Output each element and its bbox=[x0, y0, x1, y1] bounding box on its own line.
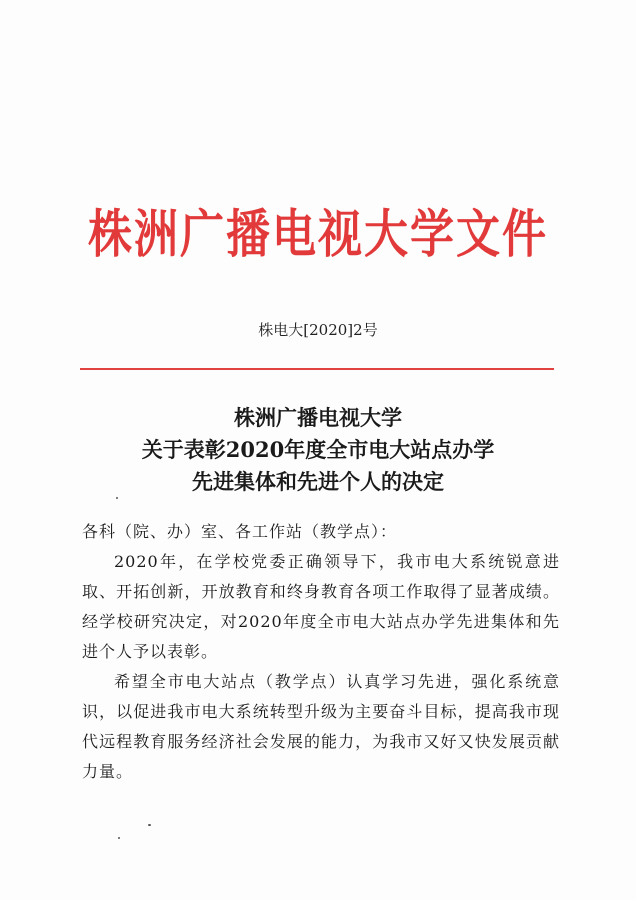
title-line-issuer: 株洲广播电视大学 bbox=[234, 405, 402, 430]
document-number: 株电大[2020]2号 bbox=[258, 321, 378, 339]
scan-speck bbox=[118, 837, 120, 839]
salutation: 各科（院、办）室、各工作站（教学点）： bbox=[82, 522, 398, 541]
title-line-subject: 关于表彰2020年度全市电大站点办学 bbox=[141, 437, 495, 462]
body-paragraph-achievements: 2020年，在学校党委正确领导下，我市电大系统锐意进取、开拓创新，开放教育和终身教育各项工作取得了显著成绩。经学校研究决定，对2020年度全市电大站点办学先进集体和先进个人予以表彰。 bbox=[82, 552, 560, 661]
body-paragraph-expectations: 希望全市电大站点（教学点）认真学习先进，强化系统意识，以促进我市电大系统转型升级为主要奋斗目标，提高我市现代远程教育服务经济社会发展的能力，为我市又好又快发展贡献力量。 bbox=[82, 672, 560, 781]
document-masthead: 株洲广播电视大学文件 bbox=[88, 204, 548, 265]
red-divider-rule bbox=[80, 368, 554, 370]
document-body bbox=[82, 517, 560, 787]
scan-speck bbox=[116, 497, 118, 499]
scan-speck bbox=[148, 824, 151, 826]
document-title bbox=[0, 402, 636, 498]
title-line-subject-continued: 先进集体和先进个人的决定 bbox=[192, 469, 444, 494]
